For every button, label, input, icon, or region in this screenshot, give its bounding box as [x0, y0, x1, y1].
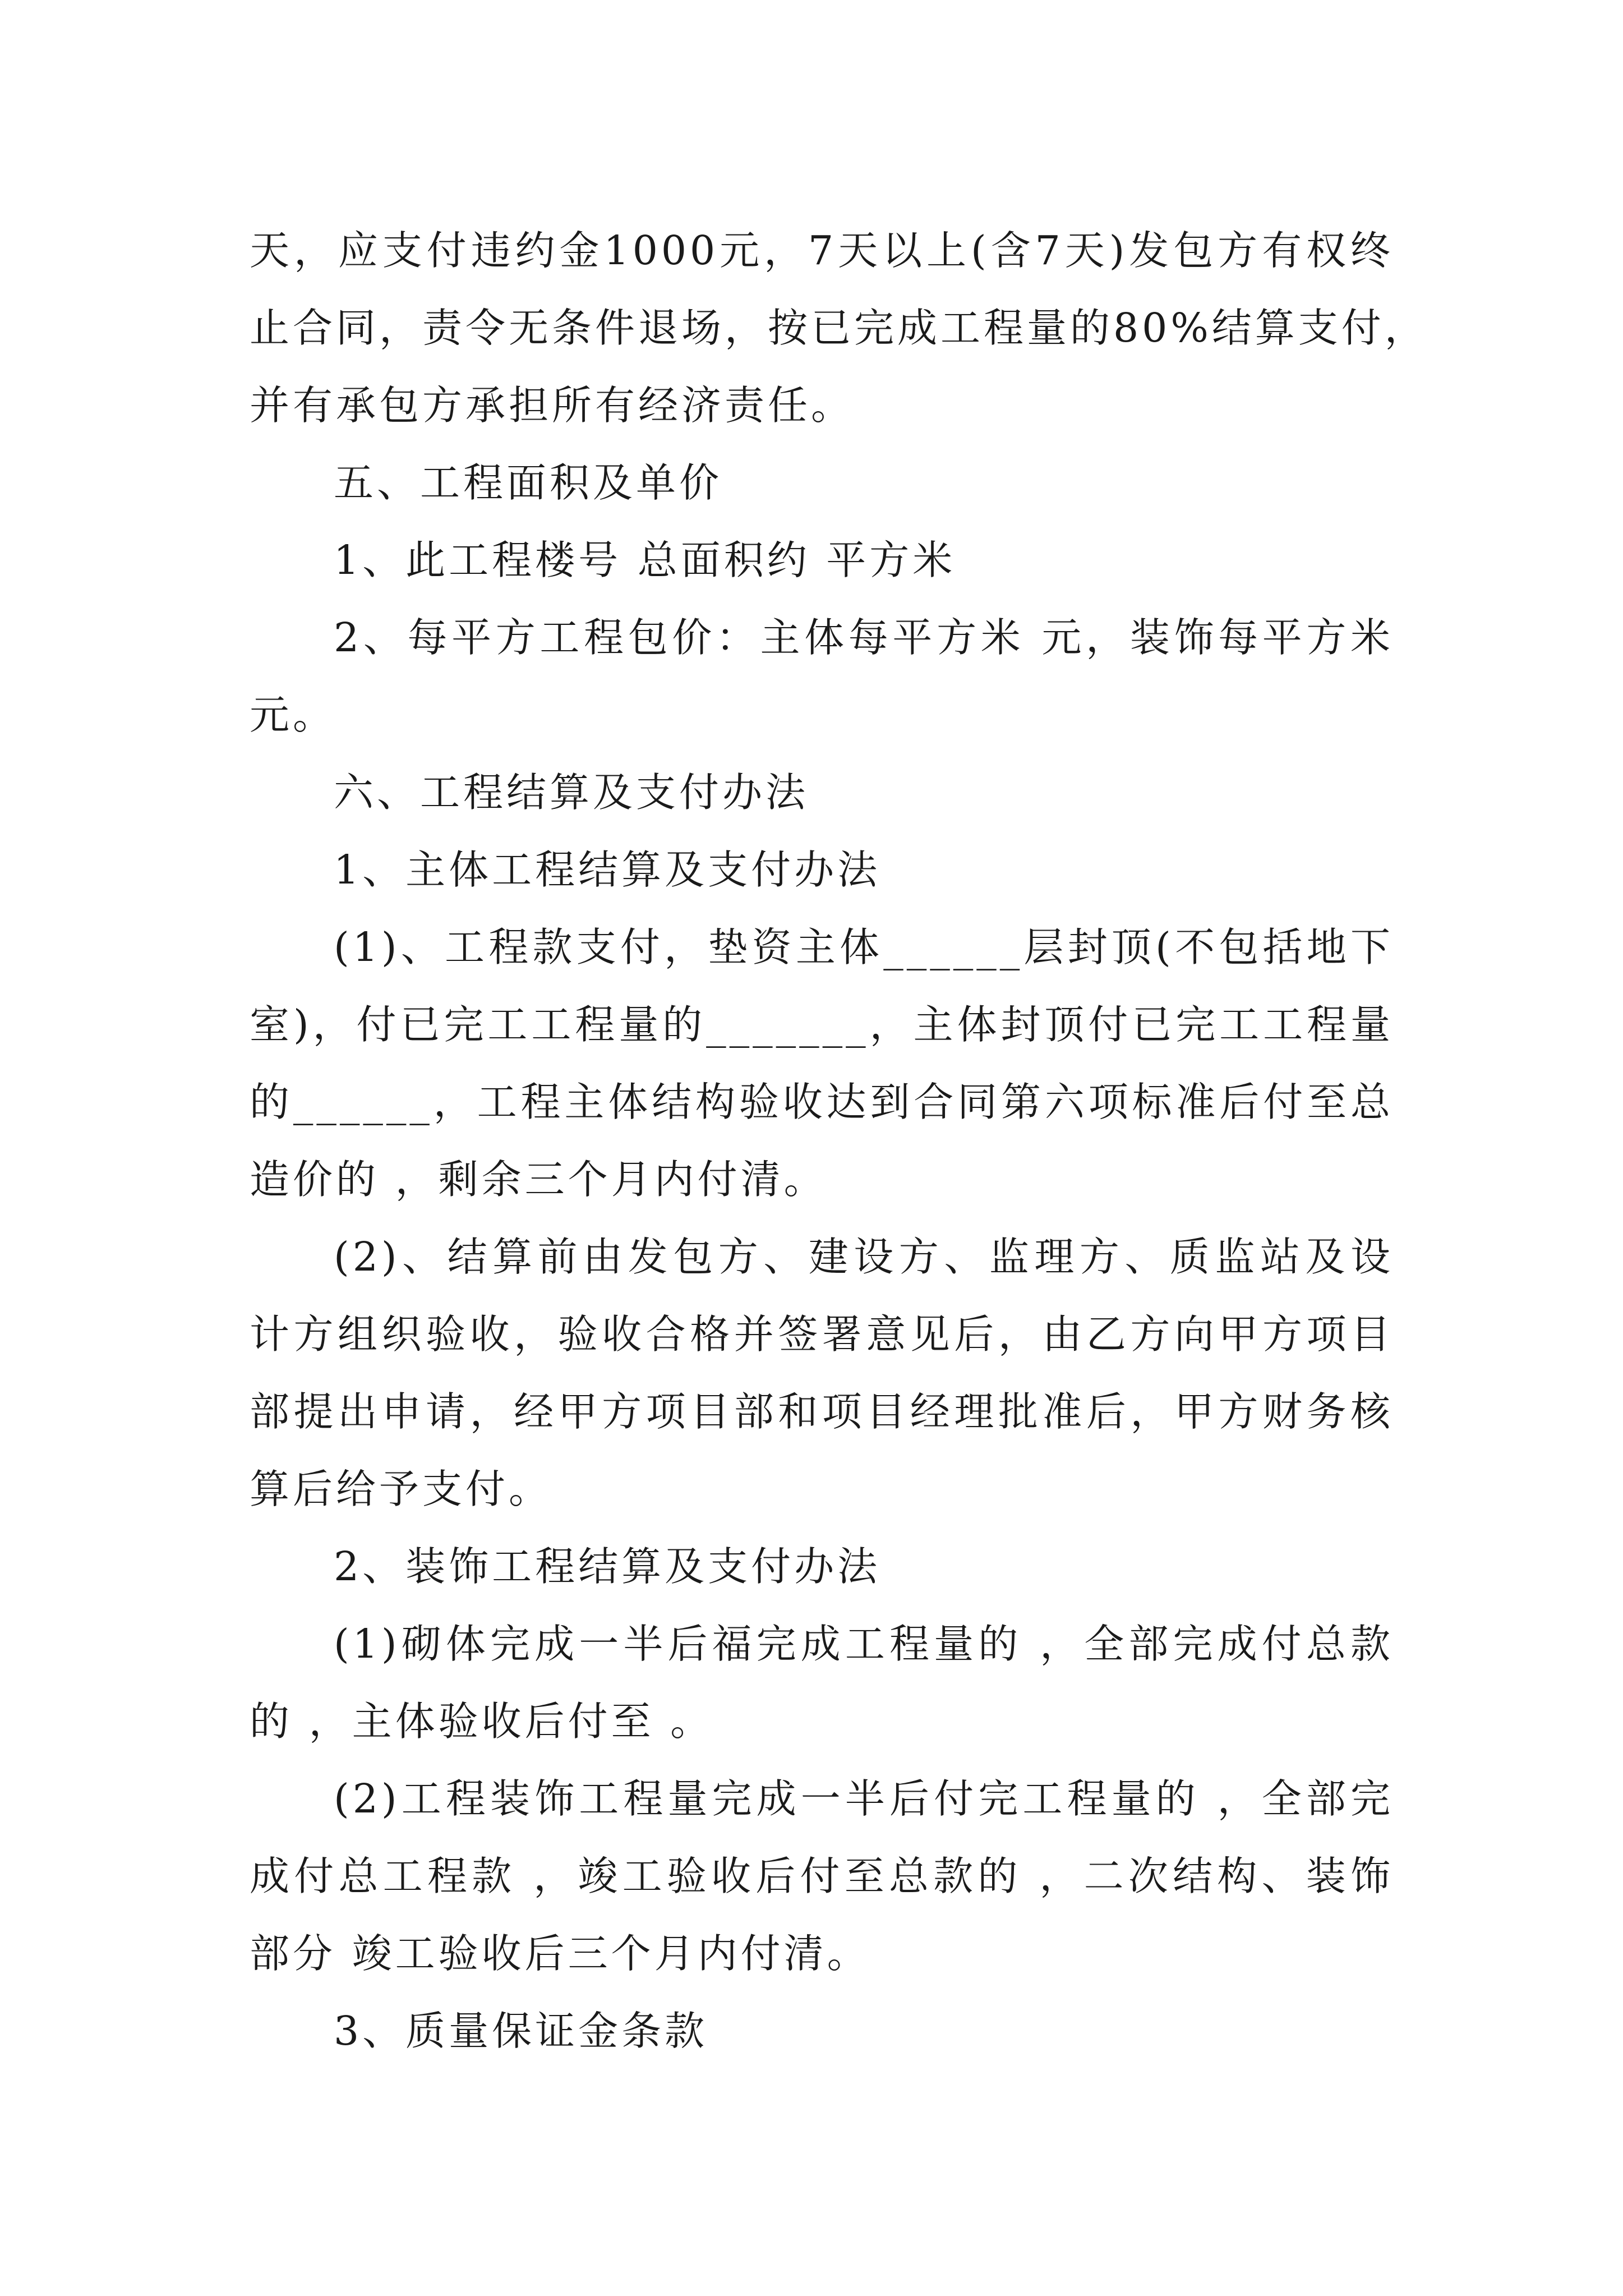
paragraph-line: 止合同，责令无条件退场，按已完成工程量的80%结算支付， — [250, 305, 1428, 351]
paragraph-line: 计方组织验收，验收合格并签署意见后，由乙方向甲方项目 — [250, 1311, 1394, 1358]
paragraph-line: 造价的 ，剩余三个月内付清。 — [250, 1156, 827, 1203]
paragraph-line: 算后给予支付。 — [250, 1466, 552, 1512]
paragraph-line: 的 ，主体验收后付至 。 — [250, 1698, 714, 1745]
paragraph-line: 室)，付已完工工程量的_______，主体封顶付已完工工程量 — [250, 1001, 1394, 1048]
paragraph-line: 元。 — [250, 692, 336, 738]
section-heading: 五、工程面积及单价 — [334, 459, 723, 506]
paragraph-line: (1)、工程款支付，垫资主体______层封顶(不包括地下 — [334, 924, 1394, 970]
paragraph-line: 天，应支付违约金1000元，7天以上(含7天)发包方有权终 — [250, 227, 1394, 274]
paragraph-line: (1)砌体完成一半后福完成工程量的 ，全部完成付总款 — [334, 1621, 1394, 1667]
paragraph-line: 2、每平方工程包价：主体每平方米 元，装饰每平方米 — [334, 614, 1394, 661]
paragraph-line: 部分 竣工验收后三个月内付清。 — [250, 1930, 870, 1977]
paragraph-line: 的______，工程主体结构验收达到合同第六项标准后付至总 — [250, 1079, 1394, 1125]
subsection-heading: 1、主体工程结算及支付办法 — [334, 846, 881, 893]
paragraph-line: 并有承包方承担所有经济责任。 — [250, 382, 855, 429]
section-heading: 六、工程结算及支付办法 — [334, 769, 809, 816]
subsection-heading: 3、质量保证金条款 — [334, 2008, 708, 2054]
paragraph-line: (2)、结算前由发包方、建设方、监理方、质监站及设 — [334, 1234, 1394, 1280]
paragraph-line: 1、此工程楼号 总面积约 平方米 — [334, 537, 956, 583]
document-body — [250, 212, 1428, 2070]
subsection-heading: 2、装饰工程结算及支付办法 — [334, 1543, 881, 1590]
paragraph-line: 部提出申请，经甲方项目部和项目经理批准后，甲方财务核 — [250, 1388, 1394, 1435]
paragraph-line: (2)工程装饰工程量完成一半后付完工程量的 ，全部完 — [334, 1775, 1394, 1822]
paragraph-line: 成付总工程款 ，竣工验收后付至总款的 ，二次结构、装饰 — [250, 1853, 1394, 1899]
